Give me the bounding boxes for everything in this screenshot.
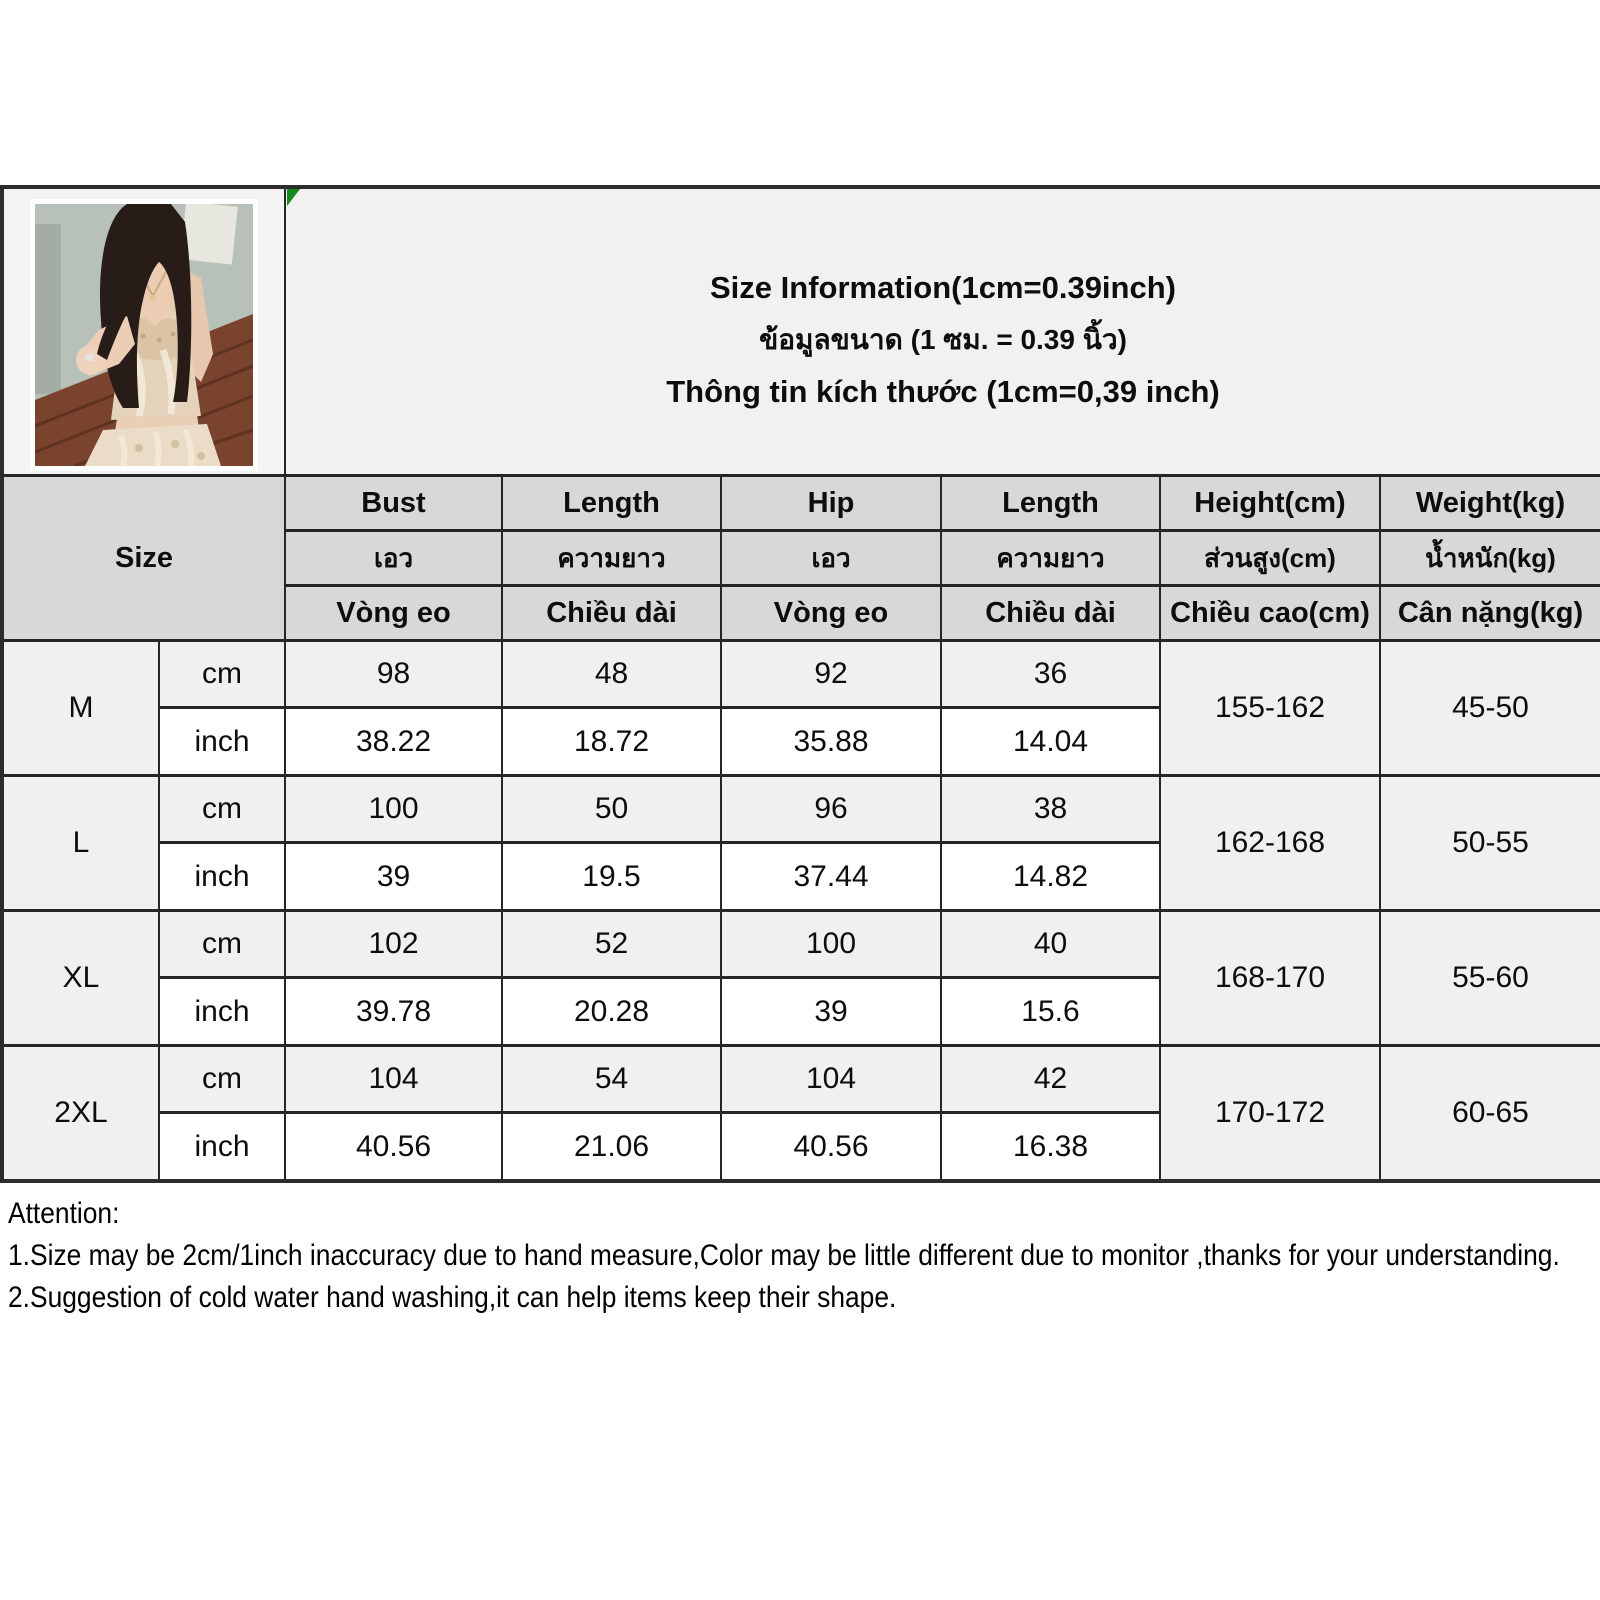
header-th-length1: ความยาว xyxy=(502,531,721,586)
value-xl-weight: 55-60 xyxy=(1380,911,1600,1046)
header-en-hip: Hip xyxy=(721,476,941,531)
unit-m-cm: cm xyxy=(159,641,285,708)
value-l-cm-length1: 50 xyxy=(502,776,721,843)
value-l-height: 162-168 xyxy=(1160,776,1380,911)
value-m-cm-hip: 92 xyxy=(721,641,941,708)
value-l-weight: 50-55 xyxy=(1380,776,1600,911)
size-information-title xyxy=(286,246,1600,418)
unit-m-inch: inch xyxy=(159,708,285,776)
unit-xl-inch: inch xyxy=(159,978,285,1046)
value-xl-cm-hip: 100 xyxy=(721,911,941,978)
value-xl-inch-length1: 20.28 xyxy=(502,978,721,1046)
unit-2xl-cm: cm xyxy=(159,1046,285,1113)
size-label-xl: XL xyxy=(2,911,159,1046)
table-row-xl-cm xyxy=(2,911,1600,978)
product-photo xyxy=(30,199,258,471)
value-l-inch-bust: 39 xyxy=(285,843,502,911)
attention-heading: Attention: xyxy=(8,1197,120,1230)
unit-2xl-inch: inch xyxy=(159,1113,285,1182)
value-l-cm-bust: 100 xyxy=(285,776,502,843)
unit-l-inch: inch xyxy=(159,843,285,911)
unit-l-cm: cm xyxy=(159,776,285,843)
value-2xl-inch-length1: 21.06 xyxy=(502,1113,721,1182)
header-vi-hip: Vòng eo xyxy=(721,586,941,641)
value-l-inch-length1: 19.5 xyxy=(502,843,721,911)
value-2xl-height: 170-172 xyxy=(1160,1046,1380,1182)
value-2xl-cm-length2: 42 xyxy=(941,1046,1160,1113)
photo-title-band xyxy=(2,187,1600,476)
header-en-height: Height(cm) xyxy=(1160,476,1380,531)
unit-xl-cm: cm xyxy=(159,911,285,978)
value-2xl-cm-length1: 54 xyxy=(502,1046,721,1113)
header-en-weight: Weight(kg) xyxy=(1380,476,1600,531)
value-2xl-inch-length2: 16.38 xyxy=(941,1113,1160,1182)
value-l-inch-hip: 37.44 xyxy=(721,843,941,911)
header-vi-length2: Chiều dài xyxy=(941,586,1160,641)
table-row-l-cm xyxy=(2,776,1600,843)
header-vi-length1: Chiều dài xyxy=(502,586,721,641)
value-xl-inch-bust: 39.78 xyxy=(285,978,502,1046)
table-row-m-cm xyxy=(2,641,1600,708)
value-l-cm-hip: 96 xyxy=(721,776,941,843)
value-xl-height: 168-170 xyxy=(1160,911,1380,1046)
value-m-cm-length1: 48 xyxy=(502,641,721,708)
attention-note-2: 2.Suggestion of cold water hand washing,it can help items keep their shape. xyxy=(8,1281,897,1314)
value-m-inch-bust: 38.22 xyxy=(285,708,502,776)
header-vi-bust: Vòng eo xyxy=(285,586,502,641)
value-m-cm-bust: 98 xyxy=(285,641,502,708)
size-label-2xl: 2XL xyxy=(2,1046,159,1182)
value-m-inch-length1: 18.72 xyxy=(502,708,721,776)
header-th-bust: เอว xyxy=(285,531,502,586)
header-th-weight: น้ำหนัก(kg) xyxy=(1380,531,1600,586)
header-row-english xyxy=(2,476,1600,531)
value-l-cm-length2: 38 xyxy=(941,776,1160,843)
value-m-height: 155-162 xyxy=(1160,641,1380,776)
size-label-m: M xyxy=(2,641,159,776)
size-information-title-cell xyxy=(285,187,1600,476)
value-2xl-weight: 60-65 xyxy=(1380,1046,1600,1182)
header-vi-weight: Cân nặng(kg) xyxy=(1380,586,1600,641)
value-2xl-inch-hip: 40.56 xyxy=(721,1113,941,1182)
header-th-height: ส่วนสูง(cm) xyxy=(1160,531,1380,586)
header-en-length2: Length xyxy=(941,476,1160,531)
header-th-length2: ความยาว xyxy=(941,531,1160,586)
table-row-2xl-cm xyxy=(2,1046,1600,1113)
title-vietnamese: Thông tin kích thước (1cm=0,39 inch) xyxy=(666,373,1220,409)
header-th-hip: เอว xyxy=(721,531,941,586)
attention-notes xyxy=(0,1183,1600,1319)
size-label-l: L xyxy=(2,776,159,911)
product-photo-cell xyxy=(2,187,285,476)
green-corner-marker-icon xyxy=(287,189,300,206)
value-xl-cm-bust: 102 xyxy=(285,911,502,978)
value-m-inch-hip: 35.88 xyxy=(721,708,941,776)
attention-note-1: 1.Size may be 2cm/1inch inaccuracy due to hand measure,Color may be little different due to monitor ,thanks for your understanding. xyxy=(8,1239,1560,1272)
value-2xl-cm-bust: 104 xyxy=(285,1046,502,1113)
value-m-cm-length2: 36 xyxy=(941,641,1160,708)
value-2xl-inch-bust: 40.56 xyxy=(285,1113,502,1182)
value-l-inch-length2: 14.82 xyxy=(941,843,1160,911)
model-photo-illustration xyxy=(35,204,253,466)
size-chart-table xyxy=(0,185,1600,1183)
size-column-header: Size xyxy=(2,476,285,641)
header-en-bust: Bust xyxy=(285,476,502,531)
title-english: Size Information(1cm=0.39inch) xyxy=(710,269,1176,305)
value-m-weight: 45-50 xyxy=(1380,641,1600,776)
value-xl-inch-length2: 15.6 xyxy=(941,978,1160,1046)
value-m-inch-length2: 14.04 xyxy=(941,708,1160,776)
value-xl-cm-length2: 40 xyxy=(941,911,1160,978)
title-thai: ข้อมูลขนาด (1 ซม. = 0.39 นิ้ว) xyxy=(759,323,1127,355)
value-xl-cm-length1: 52 xyxy=(502,911,721,978)
value-xl-inch-hip: 39 xyxy=(721,978,941,1046)
value-2xl-cm-hip: 104 xyxy=(721,1046,941,1113)
header-vi-height: Chiều cao(cm) xyxy=(1160,586,1380,641)
header-en-length1: Length xyxy=(502,476,721,531)
